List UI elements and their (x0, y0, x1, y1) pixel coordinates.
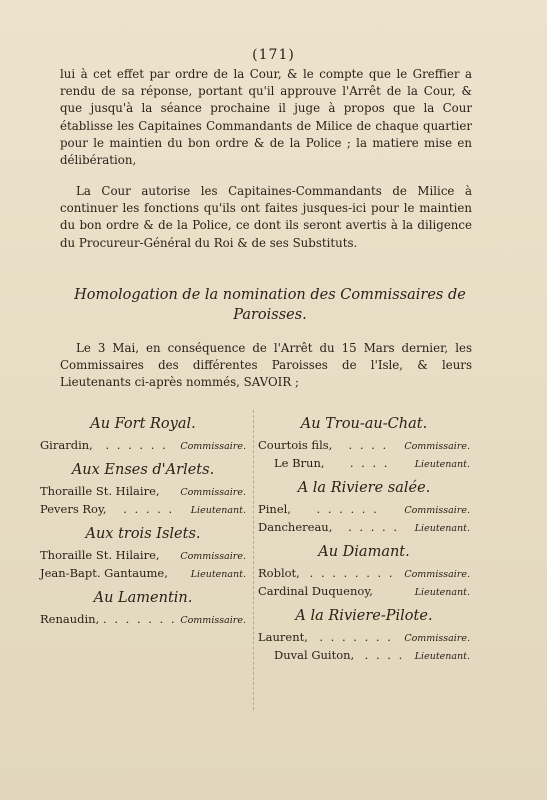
leader-dots: . . . . . . . . (309, 566, 395, 580)
official-name: Pinel, (258, 502, 291, 516)
leader-dots: . . . . (364, 648, 405, 662)
parish-heading: Au Lamentin. (93, 590, 193, 606)
section-heading: Homologation de la nomination des Commissaires de Paroisses. (74, 287, 466, 323)
official-role: Commissaire. (180, 487, 246, 498)
parish-heading: Au Fort Royal. (90, 416, 196, 432)
official-role: Lieutenant. (414, 523, 470, 534)
parish-heading: Au Diamant. (318, 544, 410, 560)
page-number: (171) (252, 47, 295, 63)
official-name: Courtois fils, (258, 438, 333, 452)
column-divider (253, 410, 255, 710)
official-entry (40, 546, 246, 564)
official-role: Commissaire. (404, 441, 470, 452)
leader-dots: . . . . . . . (319, 630, 393, 644)
official-entry (258, 518, 470, 536)
official-entry (40, 482, 246, 500)
official-entry (40, 610, 246, 628)
official-role: Commissaire. (404, 505, 470, 516)
official-name: Girardin, (40, 438, 93, 452)
official-name: Laurent, (258, 630, 308, 644)
official-entry (258, 500, 470, 518)
official-role: Lieutenant. (414, 459, 470, 470)
official-name: Danchereau, (258, 520, 333, 534)
official-name: Thoraille St. Hilaire, (40, 548, 160, 562)
official-role: Lieutenant. (190, 569, 246, 580)
official-name: Pevers Roy, (40, 502, 107, 516)
parish-heading: Aux Enses d'Arlets. (71, 462, 215, 478)
leader-dots: . . . . (349, 456, 390, 470)
official-name: Le Brun, (274, 456, 325, 470)
official-entry (40, 500, 246, 518)
official-entry (258, 564, 470, 582)
official-role: Commissaire. (404, 569, 470, 580)
parish-heading: Aux trois Islets. (85, 526, 201, 542)
leader-dots: . . . . . (348, 520, 399, 534)
leader-dots: . . . . . . (316, 502, 379, 516)
official-name: Jean-Bapt. Gantaume, (40, 566, 168, 580)
official-name: Thoraille St. Hilaire, (40, 484, 160, 498)
parish-heading: Au Trou-au-Chat. (300, 416, 428, 432)
official-entry (40, 564, 246, 582)
official-role: Commissaire. (180, 551, 246, 562)
leader-dots: . . . . . . (105, 438, 168, 452)
official-role: Lieutenant. (414, 587, 470, 598)
official-entry (258, 628, 470, 646)
official-role: Lieutenant. (190, 505, 246, 516)
paragraph-3: Le 3 Mai, en conséquence de l'Arrêt du 15 Mars dernier, les Commissaires des différentes Paroisses de l'Isle, & leurs Lieutenants ci-après nommés, SAVOIR ; (60, 341, 472, 390)
leader-dots: . . . . . (123, 502, 175, 516)
official-role: Lieutenant. (414, 651, 470, 662)
official-name: Duval Guiton, (274, 648, 355, 662)
official-role: Commissaire. (180, 441, 246, 452)
parish-heading: A la Riviere-Pilote. (295, 608, 433, 624)
leader-dots: . . . . . . . (103, 612, 177, 626)
official-entry (258, 646, 470, 664)
official-name: Roblot, (258, 566, 300, 580)
official-entry (258, 454, 470, 472)
left-column (40, 412, 246, 628)
official-entry (258, 582, 470, 600)
right-column (258, 412, 470, 664)
leader-dots: . . . . (348, 438, 389, 452)
official-name: Cardinal Duquenoy, (258, 584, 373, 598)
paragraph-2: La Cour autorise les Capitaines-Commandants de Milice à continuer les fonctions qu'ils ont faites jusques-ici pour le maintien du bon ordre & de la Police, ce dont ils seront avertis à la diligence du Procureur-Général du Roi & de ses Substituts. (60, 184, 472, 250)
paragraph-1: lui à cet effet par ordre de la Cour, & le compte que le Greffier a rendu de sa réponse, portant qu'il approuve l'Arrêt de la Cour, & que jusqu'à la séance prochaine il juge à propos que la Cour établisse les Capitaines Commandants de Milice de chaque quartier pour le maintien du bon ordre & de la Police ; la matiere mise en délibération, (60, 67, 472, 168)
official-entry (40, 436, 246, 454)
official-role: Commissaire. (180, 615, 246, 626)
parish-heading: A la Riviere salée. (297, 480, 431, 496)
official-entry (258, 436, 470, 454)
official-name: Renaudin, (40, 612, 100, 626)
official-role: Commissaire. (404, 633, 470, 644)
